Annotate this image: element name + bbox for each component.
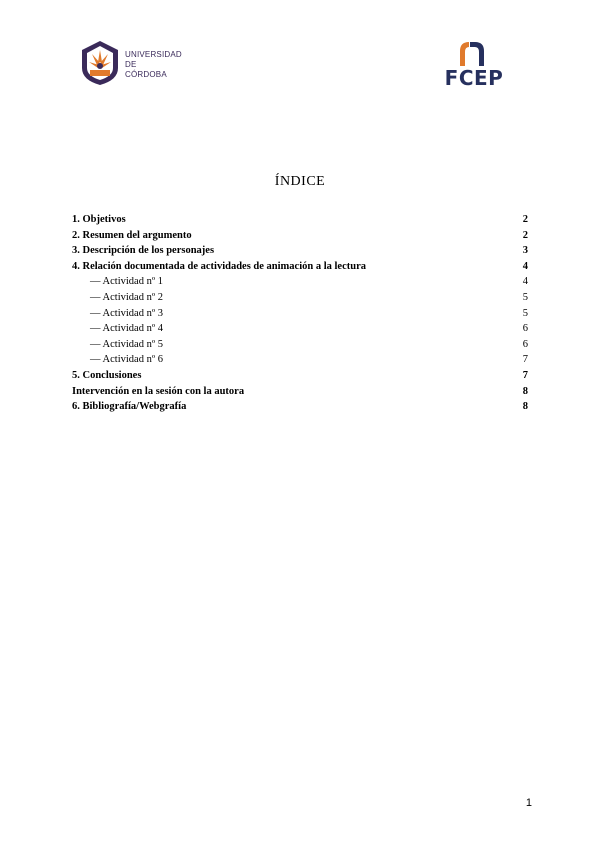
toc-subentry[interactable] [72, 290, 528, 306]
toc-entry[interactable] [72, 212, 528, 228]
toc-entry-label: — Actividad nº 4 [90, 323, 163, 335]
page-number: 1 [525, 797, 532, 809]
toc-entry[interactable] [72, 243, 528, 259]
toc-entry-label: 2. Resumen del argumento [72, 229, 192, 241]
uco-logo-line: UNIVERSIDAD [125, 50, 182, 59]
toc-entry-label: 3. Descripción de los personajes [72, 245, 215, 257]
fcep-logo [444, 40, 504, 92]
toc-entry-page: 6 [522, 338, 528, 350]
toc-entry-page: 5 [522, 291, 528, 303]
toc-entry-label: 1. Objetivos [72, 214, 126, 225]
uco-shield-icon [80, 40, 120, 86]
table-of-contents [72, 212, 528, 415]
toc-entry-page: 2 [522, 229, 528, 241]
toc-subentry[interactable] [72, 274, 528, 290]
toc-entry-label: — Actividad nº 2 [90, 291, 163, 303]
toc-entry-label: — Actividad nº 5 [90, 338, 163, 350]
fcep-logo-text: FCEP [444, 66, 504, 90]
toc-subentry[interactable] [72, 321, 528, 337]
uco-logo-line: DE [125, 60, 137, 69]
toc-entry-page: 7 [522, 369, 528, 381]
toc-subentry[interactable] [72, 337, 528, 353]
toc-entry[interactable] [72, 368, 528, 384]
toc-entry-page: 7 [522, 354, 528, 366]
uco-logo-line: CÓRDOBA [125, 70, 167, 79]
toc-entry[interactable] [72, 228, 528, 244]
toc-entry[interactable] [72, 384, 528, 400]
toc-entry-page: 3 [522, 245, 528, 257]
toc-entry[interactable] [72, 259, 528, 275]
toc-subentry[interactable] [72, 352, 528, 368]
toc-entry-label: — Actividad nº 1 [90, 276, 163, 288]
toc-entry-page: 5 [522, 307, 528, 319]
toc-entry-page: 2 [522, 214, 528, 225]
toc-entry-label: — Actividad nº 3 [90, 307, 163, 319]
toc-entry-label: — Actividad nº 6 [90, 354, 163, 366]
page-header [0, 0, 600, 110]
toc-entry-page: 4 [522, 276, 528, 288]
toc-entry-page: 6 [522, 323, 528, 335]
uco-logo-text [125, 50, 182, 80]
toc-entry-label: 6. Bibliografía/Webgrafía [72, 401, 187, 413]
toc-title: ÍNDICE [274, 174, 326, 189]
toc-entry-label: 5. Conclusiones [72, 369, 142, 381]
toc-subentry[interactable] [72, 306, 528, 322]
toc-entry-page: 4 [522, 260, 528, 272]
toc-entry-page: 8 [522, 401, 528, 413]
toc-entry-label: Intervención en la sesión con la autora [72, 385, 245, 397]
universidad-cordoba-logo [80, 40, 190, 90]
toc-entry[interactable] [72, 399, 528, 415]
toc-entry-page: 8 [522, 385, 528, 397]
toc-entry-label: 4. Relación documentada de actividades de animación a la lectura [72, 260, 366, 272]
fcep-arch-icon [458, 40, 486, 66]
